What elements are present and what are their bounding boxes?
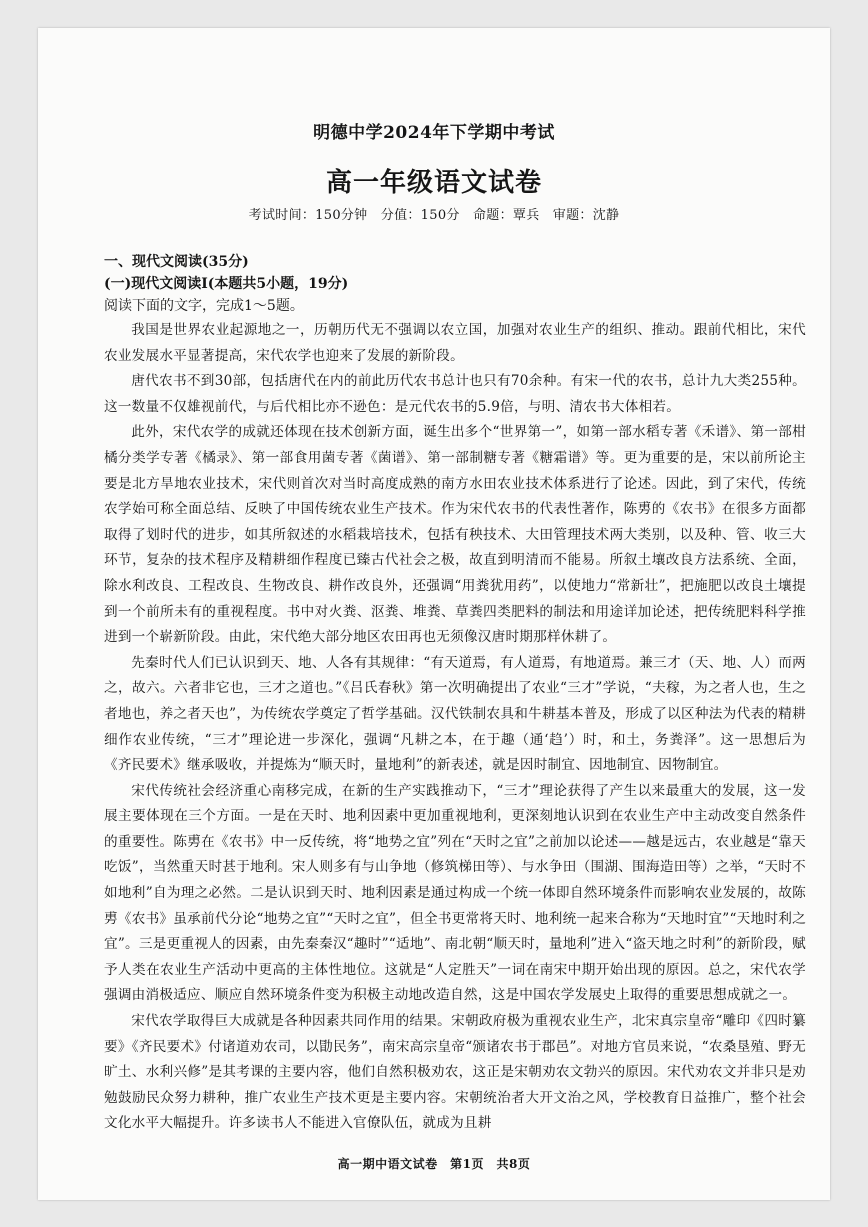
exam-page — [38, 28, 830, 1200]
reading-section — [104, 252, 806, 1137]
page-footer: 高一期中语文试卷 第1页 共8页 — [337, 1157, 531, 1171]
reading-instruction: 阅读下面的文字，完成1～5题。 — [104, 298, 304, 314]
exam-meta: 考试时间：150分钟 分值：150分 命题：覃兵 审题：沈静 — [248, 208, 620, 223]
passage-paragraph: 此外，宋代农学的成就还体现在技术创新方面，诞生出多个“世界第一”，如第一部水稻专著《禾谱》、第一部柑橘分类学专著《橘录》、第一部食用菌专著《菌谱》、第一部制糖专著《糖霜谱》等。更为重要的是，宋以前所论主要是北方旱地农业技术，宋代则首次对当时高度成熟的南方水田农业技术体系进行了论述。因此，到了宋代，传统农学始可称全面总结、反映了中国传统农业生产技术。作为宋代农书的代表性著作，陈旉的《农书》在很多方面都取得了划时代的进步，如其所叙述的水稻栽培技术，包括有秧技术、大田管理技术两大类别，以及种、管、收三大环节，复杂的技术程序及精耕细作程度已臻古代社会之极，故直到明清而不能易。所叙土壤改良方法系统、全面，除水利改良、工程改良、生物改良、耕作改良外，还强调“用粪犹用药”，以使地力“常新壮”，把施肥以改良土壤提到一个前所未有的重视程度。书中对火粪、沤粪、堆粪、草粪四类肥料的制法和用途详加论述，把传统肥料科学推进到一个崭新阶段。由此，宋代绝大部分地区农田再也无须像汉唐时期那样休耕了。 — [104, 424, 806, 646]
passage-paragraph: 唐代农书不到30部，包括唐代在内的前此历代农书总计也只有70余种。有宋一代的农书，总计九大类255种。这一数量不仅雄视前代，与后代相比亦不逊色：是元代农书的5.9倍，与明、清农书大体相若。 — [104, 373, 806, 415]
passage-paragraph: 先秦时代人们已认识到天、地、人各有其规律：“有天道焉，有人道焉，有地道焉。兼三才（天、地、人）而两之，故六。六者非它也，三才之道也。”《吕氏春秋》第一次明确提出了农业“三才”学说，“夫稼，为之者人也，生之者地也，养之者天也”，为传统农学奠定了哲学基础。汉代铁制农具和牛耕基本普及，形成了以区种法为代表的精耕细作农业传统，“三才”理论进一步深化，强调“凡耕之本，在于趣（通‘趋’）时，和土，务粪泽”。这一思想后为《齐民要术》继承吸收，并提炼为“顺天时，量地利”的新表述，就是因时制宜、因地制宜、因物制宜。 — [104, 654, 806, 774]
passage-paragraph: 宋代传统社会经济重心南移完成，在新的生产实践推动下，“三才”理论获得了产生以来最重大的发展，这一发展主要体现在三个方面。一是在天时、地利因素中更加重视地利，更深刻地认识到在农业生产中主动改变自然条件的重要性。陈旉在《农书》中一反传统，将“地势之宜”列在“天时之宜”之前加以论述——越是远古，农业越是“靠天吃饭”，当然重天时甚于地利。宋人则多有与山争地（修筑梯田等）、与水争田（围湖、围海造田等）之举，“天时不如地利”自为理之必然。二是认识到天时、地利因素是通过构成一个统一体即自然环境条件而影响农业发展的，故陈旉《农书》虽承前代分论“地势之宜”“天时之宜”，但全书更常将天时、地利统一起来合称为“天地时宜”“天地时利之宜”。三是更重视人的因素，由先秦秦汉“趣时”“适地”、南北朝“顺天时，量地利”进入“盗天地之时利”的新阶段，赋予人类在农业生产活动中更高的主体性地位。这就是“人定胜天”一词在南宋中期开始出现的原因。总之，宋代农学强调由消极适应、顺应自然环境条件变为积极主动地改造自然，这是中国农学发展史上取得的重要思想成就之一。 — [104, 782, 806, 1004]
section-subheading: (一)现代文阅读Ⅰ(本题共5小题，19分) — [104, 276, 349, 292]
passage-paragraph: 宋代农学取得巨大成就是各种因素共同作用的结果。宋朝政府极为重视农业生产，北宋真宗皇帝“雕印《四时纂要》《齐民要术》付诸道劝农司，以勖民务”，南宋高宗皇帝“颁诸农书于郡邑”。对地方官员来说，“农桑垦殖、野无旷土、水利兴修”是其考课的主要内容，他们自然积极劝农，这正是宋朝劝农文勃兴的原因。宋代劝农文并非只是劝勉鼓励民众努力耕种，推广农业生产技术更是主要内容。宋朝统治者大开文治之风，学校教育日益推广，整个社会文化水平大幅提升。许多读书人不能进入官僚队伍，就成为且耕 — [104, 1013, 806, 1132]
passage-paragraph: 我国是世界农业起源地之一，历朝历代无不强调以农立国，加强对农业生产的组织、推动。跟前代相比，宋代农业发展水平显著提高，宋代农学也迎来了发展的新阶段。 — [104, 322, 806, 364]
section-heading: 一、现代文阅读(35分) — [104, 254, 249, 270]
school-title: 明德中学2024年下学期中考试 — [313, 123, 555, 143]
exam-title: 高一年级语文试卷 — [325, 168, 542, 198]
